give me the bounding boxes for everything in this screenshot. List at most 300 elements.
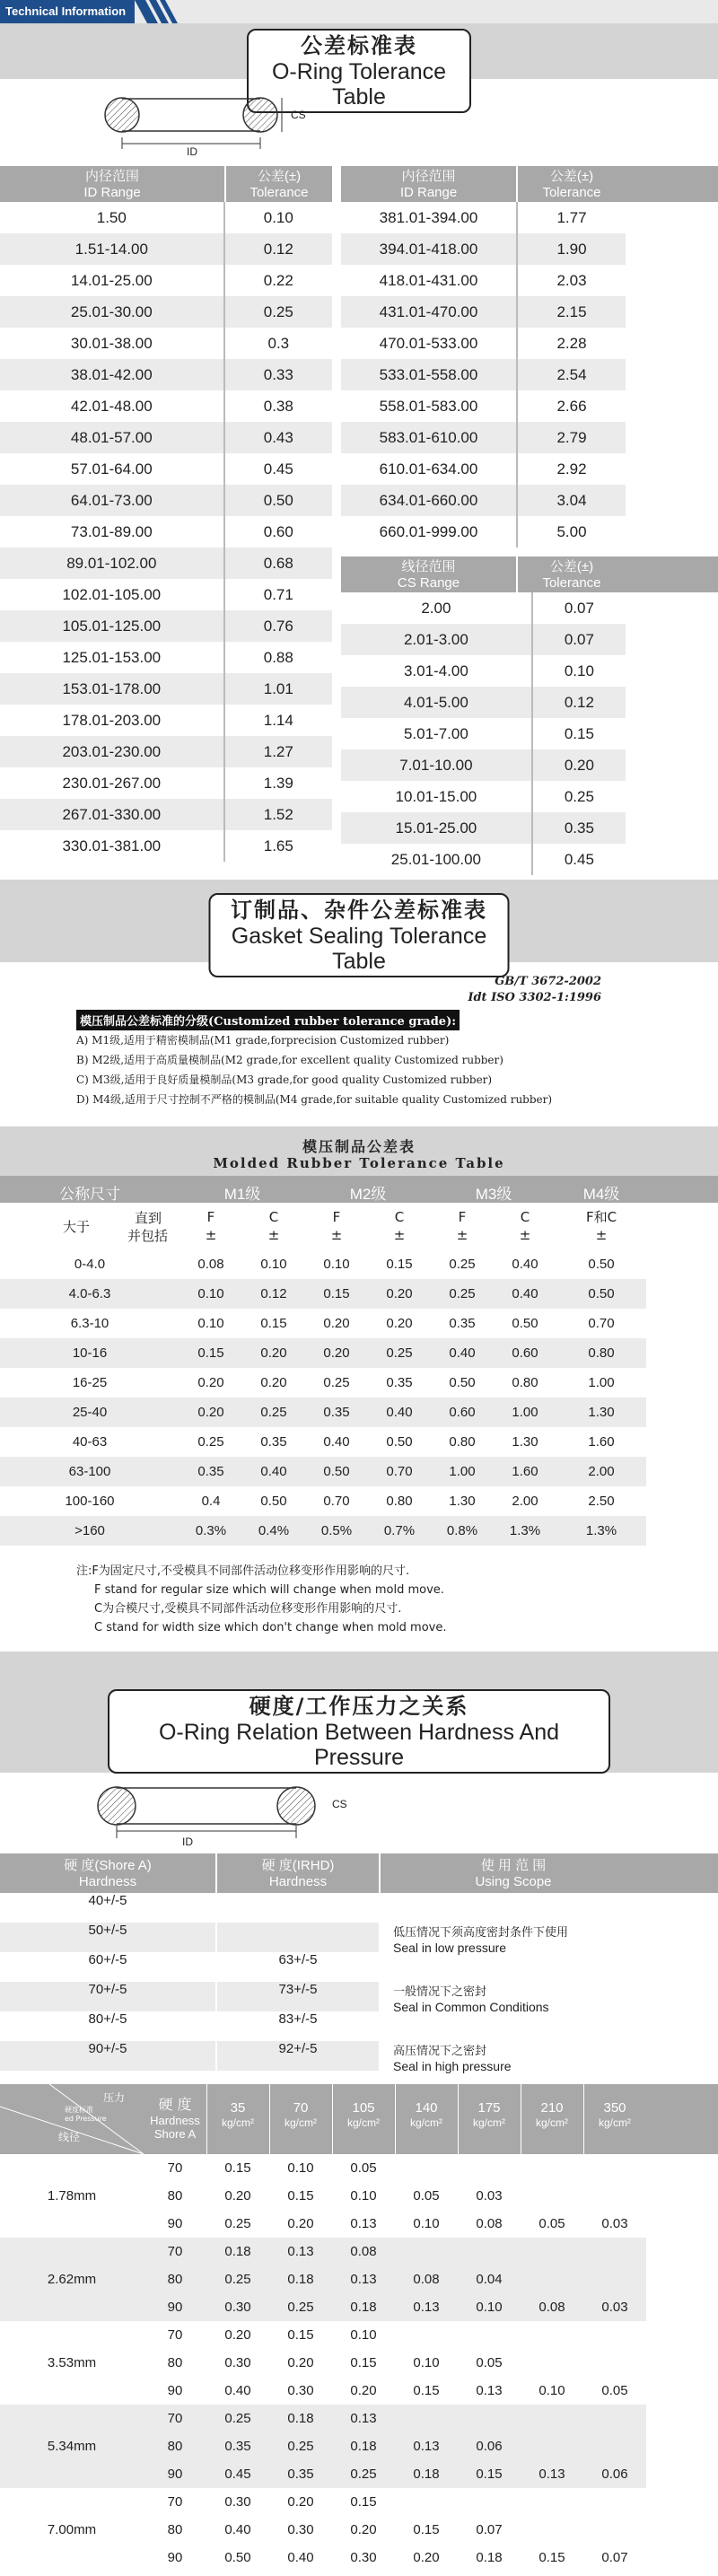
squeeze-cell [521, 2265, 583, 2293]
tolerance-cell: 0.08 [197, 1257, 224, 1272]
squeeze-cell: 0.05 [332, 2154, 395, 2182]
shore-a-cell: 50+/-5 [0, 1923, 215, 1952]
id-range-header [0, 169, 224, 201]
tolerance-cell: 1.3% [494, 1516, 556, 1546]
table-row [0, 736, 332, 767]
id-tol-header-right-en: Tolerance [542, 185, 601, 200]
sub-pm: ± [519, 1227, 531, 1243]
scope-en: Seal in Common Conditions [393, 2000, 549, 2014]
range-cell: 470.01-533.00 [341, 328, 517, 359]
hardness-col3 [381, 1858, 646, 1890]
squeeze-cell: 0.13 [332, 2405, 395, 2432]
hardness-col2-en: Hardness [268, 1874, 328, 1889]
grade-title: 模压制品公差标准的分级(Customized rubber tolerance grade): [76, 1010, 460, 1030]
tolerance-cell: 0.5% [305, 1516, 368, 1546]
sub-pm: ± [393, 1227, 406, 1243]
pressure-unit: kg/cm² [473, 2116, 505, 2129]
table-row [341, 296, 626, 328]
range-cell: 230.01-267.00 [0, 767, 224, 799]
tolerance-cell: 2.54 [517, 359, 626, 390]
table-row [0, 705, 332, 736]
tolerance-cell: 0.68 [224, 548, 332, 579]
tolerance-cell: 0.40 [323, 1434, 350, 1450]
hardness-col2-zh: 硬 度(IRHD) [261, 1858, 335, 1873]
nominal-size-cell: 10-16 [0, 1338, 180, 1368]
sub-c-header [242, 1208, 305, 1244]
range-cell: 418.01-431.00 [341, 265, 517, 296]
sub-upto: 直到 [135, 1210, 162, 1226]
banner-stripes [135, 0, 197, 23]
id-table-right-header [341, 166, 718, 202]
squeeze-cell [583, 2349, 646, 2377]
squeeze-cell: 0.18 [332, 2432, 395, 2460]
grade-list [76, 1030, 552, 1109]
squeeze-cell [583, 2516, 646, 2544]
pressure-unit: kg/cm² [222, 2116, 254, 2129]
pressure-unit: kg/cm² [536, 2116, 568, 2129]
id-range-header-right-zh: 内径范围 [401, 169, 456, 184]
tolerance-cell: 0.20 [386, 1316, 413, 1331]
pressure-unit: kg/cm² [285, 2116, 317, 2129]
tolerance-cell: 0.71 [224, 579, 332, 610]
tolerance-cell: 0.7% [368, 1516, 431, 1546]
table-row [341, 202, 626, 233]
table-row [0, 579, 332, 610]
molded-title-en: Molded Rubber Tolerance Table [213, 1155, 505, 1171]
corner-mid [65, 2106, 107, 2124]
corner-mid2: ed Pressure [65, 2115, 107, 2123]
shore-a-cell: 80+/-5 [0, 2011, 215, 2041]
squeeze-cell: 0.08 [521, 2293, 583, 2321]
tolerance-cell: 0.50 [449, 1375, 476, 1390]
squeeze-cell: 0.04 [458, 2265, 521, 2293]
table-row [0, 548, 332, 579]
tolerance-cell: 0.50 [512, 1316, 538, 1331]
squeeze-cell: 0.20 [206, 2182, 269, 2210]
irhd-cell: 92+/-5 [217, 2041, 379, 2071]
pressure-col-header [395, 2100, 458, 2131]
table-row [341, 265, 626, 296]
squeeze-cell [458, 2154, 521, 2182]
squeeze-cell: 0.15 [395, 2516, 458, 2544]
squeeze-cell: 0.03 [583, 2210, 646, 2238]
range-cell: 15.01-25.00 [341, 812, 532, 844]
squeeze-cell: 0.20 [269, 2488, 332, 2516]
tolerance-cell: 1.77 [517, 202, 626, 233]
squeeze-cell: 0.15 [395, 2377, 458, 2405]
tolerance-cell: 0.45 [532, 844, 626, 875]
squeeze-cell [583, 2238, 646, 2265]
squeeze-cell: 0.25 [269, 2293, 332, 2321]
table-row [341, 781, 626, 812]
col-m2: M2级 [349, 1186, 387, 1203]
id-tol-header-en: Tolerance [250, 185, 309, 200]
molded-row [0, 1486, 646, 1516]
table-row [0, 767, 332, 799]
squeeze-cell [395, 2321, 458, 2349]
squeeze-cell [395, 2154, 458, 2182]
squeeze-cell [395, 2488, 458, 2516]
table-row [0, 610, 332, 642]
molded-title-zh: 模压制品公差表 [302, 1138, 416, 1155]
molded-row [0, 1457, 646, 1486]
tolerance-cell: 2.00 [556, 1457, 646, 1486]
tolerance-cell: 0.15 [305, 1279, 368, 1309]
squeeze-cell: 0.07 [583, 2544, 646, 2572]
scope-zh: 一般情况下之密封 [393, 1985, 487, 1999]
tolerance-cell: 0.70 [588, 1316, 615, 1331]
tolerance-cell: 0.80 [556, 1338, 646, 1368]
squeeze-cell: 0.10 [395, 2210, 458, 2238]
tolerance-cell: 0.15 [180, 1338, 242, 1368]
squeeze-cell [521, 2321, 583, 2349]
note-f-en: F stand for regular size which will change when mold move. [94, 1583, 444, 1597]
squeeze-cell [521, 2432, 583, 2460]
table-row [0, 642, 332, 673]
tolerance-cell: 0.20 [368, 1279, 431, 1309]
range-cell: 5.01-7.00 [341, 718, 532, 749]
shore-cell: 80 [144, 2349, 206, 2377]
squeeze-cell [458, 2238, 521, 2265]
sub-letter: C [268, 1209, 279, 1225]
cs-size-cell: 1.78mm [0, 2154, 144, 2238]
grade-b: B) M2级,适用于高质量模制品(M2 grade,for excellent quality Customized rubber) [76, 1054, 503, 1066]
squeeze-cell [583, 2405, 646, 2432]
sub-incl: 并包括 [127, 1228, 169, 1244]
squeeze-cell [458, 2488, 521, 2516]
sub-letter: F [206, 1209, 215, 1225]
table-row [341, 687, 626, 718]
oring-diagram-2 [81, 1779, 368, 1846]
sub-f-header [431, 1208, 494, 1244]
scope-en: Seal in low pressure [393, 1941, 507, 1955]
pressure-col-header [206, 2100, 269, 2131]
col-m3: M3级 [475, 1186, 512, 1203]
squeeze-cell [458, 2405, 521, 2432]
tolerance-cell: 0.33 [224, 359, 332, 390]
tolerance-cell: 2.28 [517, 328, 626, 359]
squeeze-cell: 0.18 [206, 2238, 269, 2265]
section2-title [209, 893, 510, 977]
squeeze-cell: 0.10 [521, 2377, 583, 2405]
squeeze-cell: 0.30 [206, 2488, 269, 2516]
sub-letter: F [458, 1209, 467, 1225]
table-row [0, 359, 332, 390]
molded-row [0, 1279, 646, 1309]
shore-a-cell: 70+/-5 [0, 1982, 215, 2011]
cs-tol-header [518, 559, 626, 591]
tolerance-cell: 1.60 [588, 1434, 615, 1450]
range-cell: 89.01-102.00 [0, 548, 224, 579]
sub-pm: ± [267, 1227, 280, 1243]
tolerance-cell: 0.40 [512, 1257, 538, 1272]
tolerance-cell: 1.14 [224, 705, 332, 736]
molded-notes [76, 1562, 447, 1637]
tolerance-cell: 0.43 [224, 422, 332, 453]
molded-row [0, 1516, 646, 1546]
tolerance-cell: 0.60 [494, 1338, 556, 1368]
squeeze-cell: 0.45 [206, 2460, 269, 2488]
note-f-zh: 注:F为固定尺寸,不受模具不同部件活动位移变形作用影响的尺寸. [76, 1564, 410, 1578]
squeeze-cell [583, 2182, 646, 2210]
squeeze-cell [583, 2321, 646, 2349]
squeeze-cell [395, 2238, 458, 2265]
molded-row [0, 1309, 646, 1338]
squeeze-cell: 0.50 [206, 2544, 269, 2572]
squeeze-cell: 0.18 [395, 2460, 458, 2488]
squeeze-cell [521, 2488, 583, 2516]
section3-title-en: O-Ring Relation Between Hardness And Pressure [158, 1720, 560, 1770]
id-tol-header-right [518, 169, 626, 201]
squeeze-cell: 0.13 [458, 2377, 521, 2405]
pressure-value: 105 [352, 2100, 375, 2116]
squeeze-cell: 0.20 [269, 2210, 332, 2238]
shore-cell: 70 [144, 2405, 206, 2432]
tolerance-cell: 0.4% [242, 1516, 305, 1546]
squeeze-cell: 0.13 [395, 2432, 458, 2460]
range-cell: 25.01-30.00 [0, 296, 224, 328]
tolerance-cell: 0.15 [532, 718, 626, 749]
range-cell: 1.50 [0, 202, 224, 233]
tolerance-cell: 0.80 [512, 1375, 538, 1390]
squeeze-cell: 0.15 [458, 2460, 521, 2488]
tolerance-cell: 0.10 [323, 1257, 350, 1272]
range-cell: 4.01-5.00 [341, 687, 532, 718]
squeeze-cell: 0.35 [269, 2460, 332, 2488]
tolerance-cell: 0.35 [180, 1457, 242, 1486]
tolerance-cell: 0.50 [260, 1494, 287, 1509]
squeeze-cell: 0.13 [332, 2265, 395, 2293]
table-row [0, 453, 332, 485]
tolerance-cell: 0.20 [260, 1375, 287, 1390]
section3-header [0, 1652, 718, 1773]
table-row [0, 265, 332, 296]
pressure-col-header [458, 2100, 521, 2131]
pressure-col-header [521, 2100, 583, 2131]
sub-pm: ± [330, 1227, 343, 1243]
cs-range-header-zh: 线径范围 [401, 559, 456, 574]
nominal-size-cell: 0-4.0 [74, 1257, 106, 1272]
grade-d: D) M4级,适用于尺寸控制不严格的模制品(M4 grade,for suitable quality Customized rubber) [76, 1093, 553, 1106]
tolerance-cell: 0.12 [532, 687, 626, 718]
squeeze-cell: 0.30 [206, 2293, 269, 2321]
nominal-size-cell: 6.3-10 [70, 1316, 109, 1331]
tolerance-cell: 1.30 [512, 1434, 538, 1450]
squeeze-cell: 0.10 [332, 2182, 395, 2210]
squeeze-cell: 0.10 [395, 2349, 458, 2377]
nominal-size-cell: 25-40 [0, 1398, 180, 1427]
table-row [0, 485, 332, 516]
corner-mid1: 硬度标准 [65, 2106, 93, 2114]
tolerance-cell: 0.20 [305, 1338, 368, 1368]
tolerance-cell: 0.70 [368, 1457, 431, 1486]
tolerance-cell: 0.15 [260, 1316, 287, 1331]
range-cell: 558.01-583.00 [341, 390, 517, 422]
range-cell: 610.01-634.00 [341, 453, 517, 485]
squeeze-cell: 0.05 [395, 2182, 458, 2210]
range-cell: 25.01-100.00 [341, 844, 532, 875]
hardness-col3-en: Using Scope [475, 1874, 552, 1889]
squeeze-cell: 0.03 [458, 2182, 521, 2210]
id-tol-header-right-zh: 公差(±) [549, 169, 594, 184]
tolerance-cell: 0.40 [368, 1398, 431, 1427]
tolerance-cell: 0.50 [305, 1457, 368, 1486]
irhd-cell [217, 1923, 379, 1952]
tolerance-cell: 0.22 [224, 265, 332, 296]
squeeze-cell [521, 2154, 583, 2182]
table-row [341, 718, 626, 749]
table-row [0, 202, 332, 233]
molded-row [0, 1338, 646, 1368]
molded-subheader [0, 1203, 718, 1249]
tolerance-cell: 1.00 [431, 1457, 494, 1486]
squeeze-cell [583, 2265, 646, 2293]
sub-f-header [180, 1208, 242, 1244]
nominal-size-cell: 16-25 [72, 1375, 108, 1390]
cs-range-header-en: CS Range [397, 575, 460, 591]
tolerance-cell: 0.10 [197, 1316, 224, 1331]
range-cell: 394.01-418.00 [341, 233, 517, 265]
squeeze-cell: 0.20 [206, 2321, 269, 2349]
cs-size-cell: 5.34mm [0, 2405, 144, 2488]
squeeze-cell [521, 2349, 583, 2377]
range-cell: 3.01-4.00 [341, 655, 532, 687]
table-row [341, 516, 626, 548]
squeeze-cell: 0.05 [583, 2377, 646, 2405]
squeeze-cell: 0.15 [332, 2488, 395, 2516]
note-c-en: C stand for width size which don't change when mold move. [94, 1621, 447, 1634]
pressure-value: 140 [415, 2100, 438, 2116]
tolerance-cell: 0.88 [224, 642, 332, 673]
range-cell: 1.51-14.00 [0, 233, 224, 265]
range-cell: 203.01-230.00 [0, 736, 224, 767]
tolerance-cell: 0.4 [201, 1494, 221, 1509]
squeeze-cell [458, 2321, 521, 2349]
scope-text [393, 2044, 512, 2074]
id-table-left-header [0, 166, 332, 202]
squeeze-cell [521, 2238, 583, 2265]
tolerance-cell: 1.30 [449, 1494, 476, 1509]
id-table-left [0, 202, 332, 862]
squeeze-cell: 0.10 [332, 2321, 395, 2349]
sub-letter: F [332, 1209, 341, 1225]
shore-cell: 90 [144, 2377, 206, 2405]
squeeze-cell: 0.30 [269, 2377, 332, 2405]
squeeze-cell: 0.07 [458, 2516, 521, 2544]
squeeze-cell: 0.15 [206, 2154, 269, 2182]
pressure-row [0, 2238, 646, 2265]
sub-pm: ± [595, 1227, 608, 1243]
table-row [341, 624, 626, 655]
tolerance-cell: 0.60 [431, 1398, 494, 1427]
scope-zh: 高压情况下之密封 [393, 2045, 487, 2058]
id-table-right [341, 202, 626, 548]
sub-fc-header [556, 1208, 646, 1244]
shore-cell: 70 [144, 2154, 206, 2182]
molded-row [0, 1427, 646, 1457]
tolerance-cell: 1.90 [517, 233, 626, 265]
sub-c-header [494, 1208, 556, 1244]
diagram2-cs-label: CS [332, 1798, 347, 1810]
tolerance-cell: 0.20 [323, 1316, 350, 1331]
tolerance-cell: 0.20 [197, 1375, 224, 1390]
tolerance-cell: 0.50 [588, 1257, 615, 1272]
table-row [0, 328, 332, 359]
tolerance-cell: 0.10 [260, 1257, 287, 1272]
scope-text [393, 1925, 568, 1956]
squeeze-cell: 0.10 [458, 2293, 521, 2321]
range-cell: 102.01-105.00 [0, 579, 224, 610]
corner-pressure: 压力 [103, 2091, 126, 2104]
section2-header [0, 880, 718, 974]
tolerance-cell: 0.35 [305, 1398, 368, 1427]
tolerance-cell: 0.8% [431, 1516, 494, 1546]
shore-cell: 90 [144, 2293, 206, 2321]
range-cell: 125.01-153.00 [0, 642, 224, 673]
squeeze-cell [521, 2405, 583, 2432]
hardness-shore-header [144, 2093, 206, 2141]
molded-row [0, 1368, 646, 1398]
sub-over: 大于 [63, 1219, 91, 1235]
table-row [341, 812, 626, 844]
squeeze-cell: 0.05 [521, 2210, 583, 2238]
range-cell: 634.01-660.00 [341, 485, 517, 516]
tolerance-cell: 0.10 [532, 655, 626, 687]
tolerance-cell: 1.00 [494, 1398, 556, 1427]
squeeze-cell: 0.06 [583, 2460, 646, 2488]
table-row [0, 422, 332, 453]
tolerance-cell: 2.79 [517, 422, 626, 453]
pressure-header [0, 2084, 718, 2154]
tolerance-cell: 0.10 [224, 202, 332, 233]
tolerance-cell: 0.50 [224, 485, 332, 516]
range-cell: 10.01-15.00 [341, 781, 532, 812]
tolerance-cell: 0.25 [224, 296, 332, 328]
tolerance-cell: 1.27 [224, 736, 332, 767]
table-row [341, 844, 626, 875]
range-cell: 7.01-10.00 [341, 749, 532, 781]
range-cell: 431.01-470.00 [341, 296, 517, 328]
tolerance-cell: 0.25 [449, 1257, 476, 1272]
squeeze-cell: 0.13 [269, 2238, 332, 2265]
table-row [0, 390, 332, 422]
col-m4: M4级 [582, 1186, 620, 1203]
hard-en2: Shore A [153, 2127, 197, 2141]
range-cell: 330.01-381.00 [0, 830, 224, 862]
shore-cell: 90 [144, 2210, 206, 2238]
shore-cell: 70 [144, 2238, 206, 2265]
tolerance-cell: 0.38 [224, 390, 332, 422]
molded-table [0, 1249, 646, 1546]
squeeze-cell [521, 2516, 583, 2544]
table-row [0, 799, 332, 830]
tolerance-cell: 1.65 [224, 830, 332, 862]
pressure-row [0, 2321, 646, 2349]
range-cell: 38.01-42.00 [0, 359, 224, 390]
range-cell: 153.01-178.00 [0, 673, 224, 705]
pressure-col-header [269, 2100, 332, 2131]
tolerance-cell: 2.03 [517, 265, 626, 296]
squeeze-cell: 0.03 [583, 2293, 646, 2321]
squeeze-cell: 0.08 [458, 2210, 521, 2238]
pressure-row [0, 2154, 646, 2182]
standard-iso: Idt ISO 3302-1:1996 [468, 991, 601, 1004]
squeeze-cell: 0.06 [458, 2432, 521, 2460]
tolerance-cell: 0.50 [386, 1434, 413, 1450]
tolerance-cell: 0.25 [368, 1338, 431, 1368]
tolerance-cell: 3.04 [517, 485, 626, 516]
table-row [341, 390, 626, 422]
